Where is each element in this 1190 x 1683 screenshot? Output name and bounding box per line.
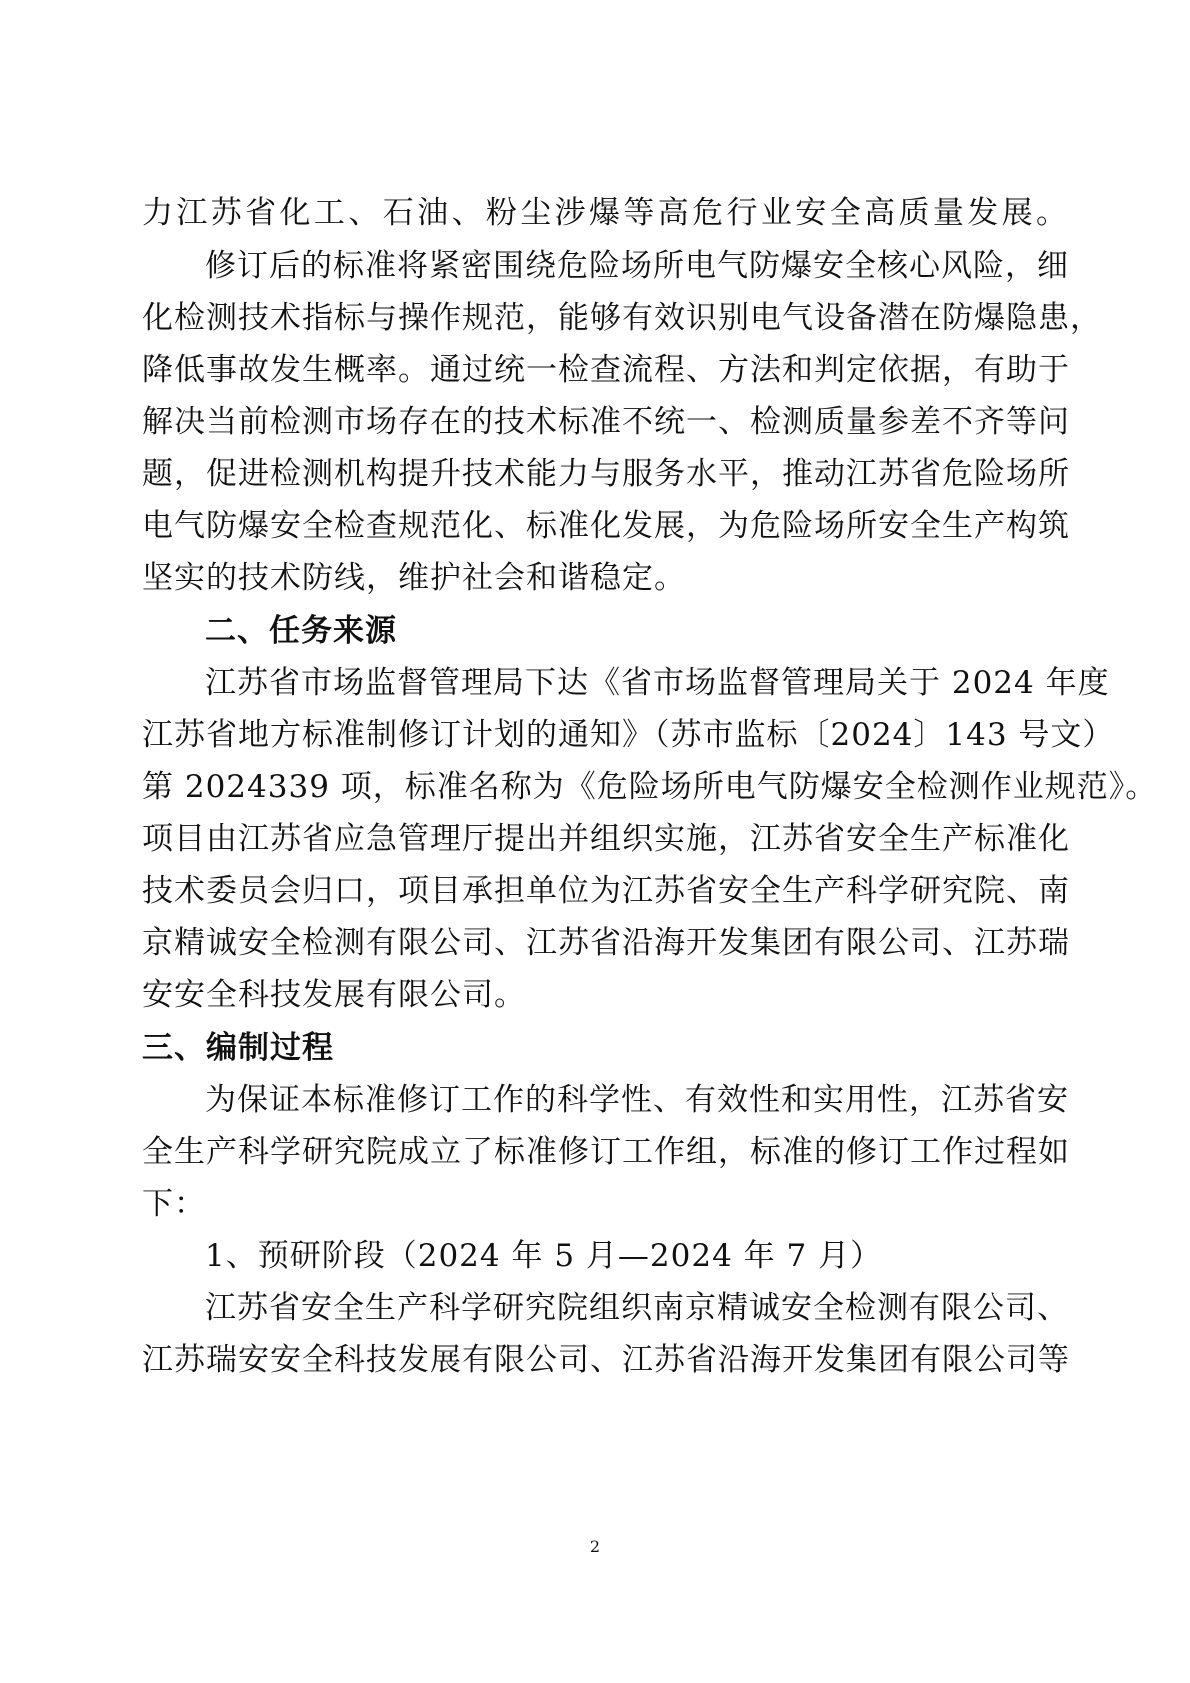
subsection-heading: 1、预研阶段（2024 年 5 月—2024 年 7 月） [205,1238,883,1274]
paragraph-line: 电气防爆安全检查规范化、标准化发展，为危险场所安全生产构筑 [142,508,1070,544]
paragraph-line: 安安全科技发展有限公司。 [142,977,526,1013]
paragraph-line: 解决当前检测市场存在的技术标准不统一、检测质量参差不齐等问 [142,404,1070,440]
paragraph-line: 题，促进检测机构提升技术能力与服务水平，推动江苏省危险场所 [142,456,1070,492]
paragraph-line: 京精诚安全检测有限公司、江苏省沿海开发集团有限公司、江苏瑞 [142,925,1070,961]
paragraph-line: 坚实的技术防线，维护社会和谐稳定。 [142,560,686,596]
section-heading: 二、任务来源 [205,613,397,649]
paragraph-line: 项目由江苏省应急管理厅提出并组织实施，江苏省安全生产标准化 [142,821,1070,857]
paragraph-line: 降低事故发生概率。通过统一检查流程、方法和判定依据，有助于 [142,352,1070,388]
paragraph-line: 江苏省安全生产科学研究院组织南京精诚安全检测有限公司、 [205,1290,1069,1326]
paragraph-line: 第 2024339 项，标准名称为《危险场所电气防爆安全检测作业规范》。 [142,769,1158,805]
paragraph-line: 技术委员会归口，项目承担单位为江苏省安全生产科学研究院、南 [142,873,1070,909]
paragraph-line: 化检测技术指标与操作规范，能够有效识别电气设备潜在防爆隐患， [142,300,1102,336]
paragraph-line: 为保证本标准修订工作的科学性、有效性和实用性，江苏省安 [205,1082,1069,1118]
paragraph-line: 江苏省市场监督管理局下达《省市场监督管理局关于 2024 年度 [205,665,1110,701]
paragraph-line: 下： [142,1186,206,1222]
paragraph-line: 江苏省地方标准制修订计划的通知》（苏市监标〔2024〕143 号文） [142,717,1115,753]
paragraph-line: 江苏瑞安安全科技发展有限公司、江苏省沿海开发集团有限公司等 [142,1342,1070,1378]
paragraph-line: 修订后的标准将紧密围绕危险场所电气防爆安全核心风险，细 [205,248,1069,284]
paragraph-line: 力江苏省化工、石油、粉尘涉爆等高危行业安全高质量发展。 [142,195,1068,231]
section-heading: 三、编制过程 [142,1030,334,1066]
paragraph-line: 全生产科学研究院成立了标准修订工作组，标准的修订工作过程如 [142,1134,1070,1170]
page-number: 2 [589,1537,601,1556]
